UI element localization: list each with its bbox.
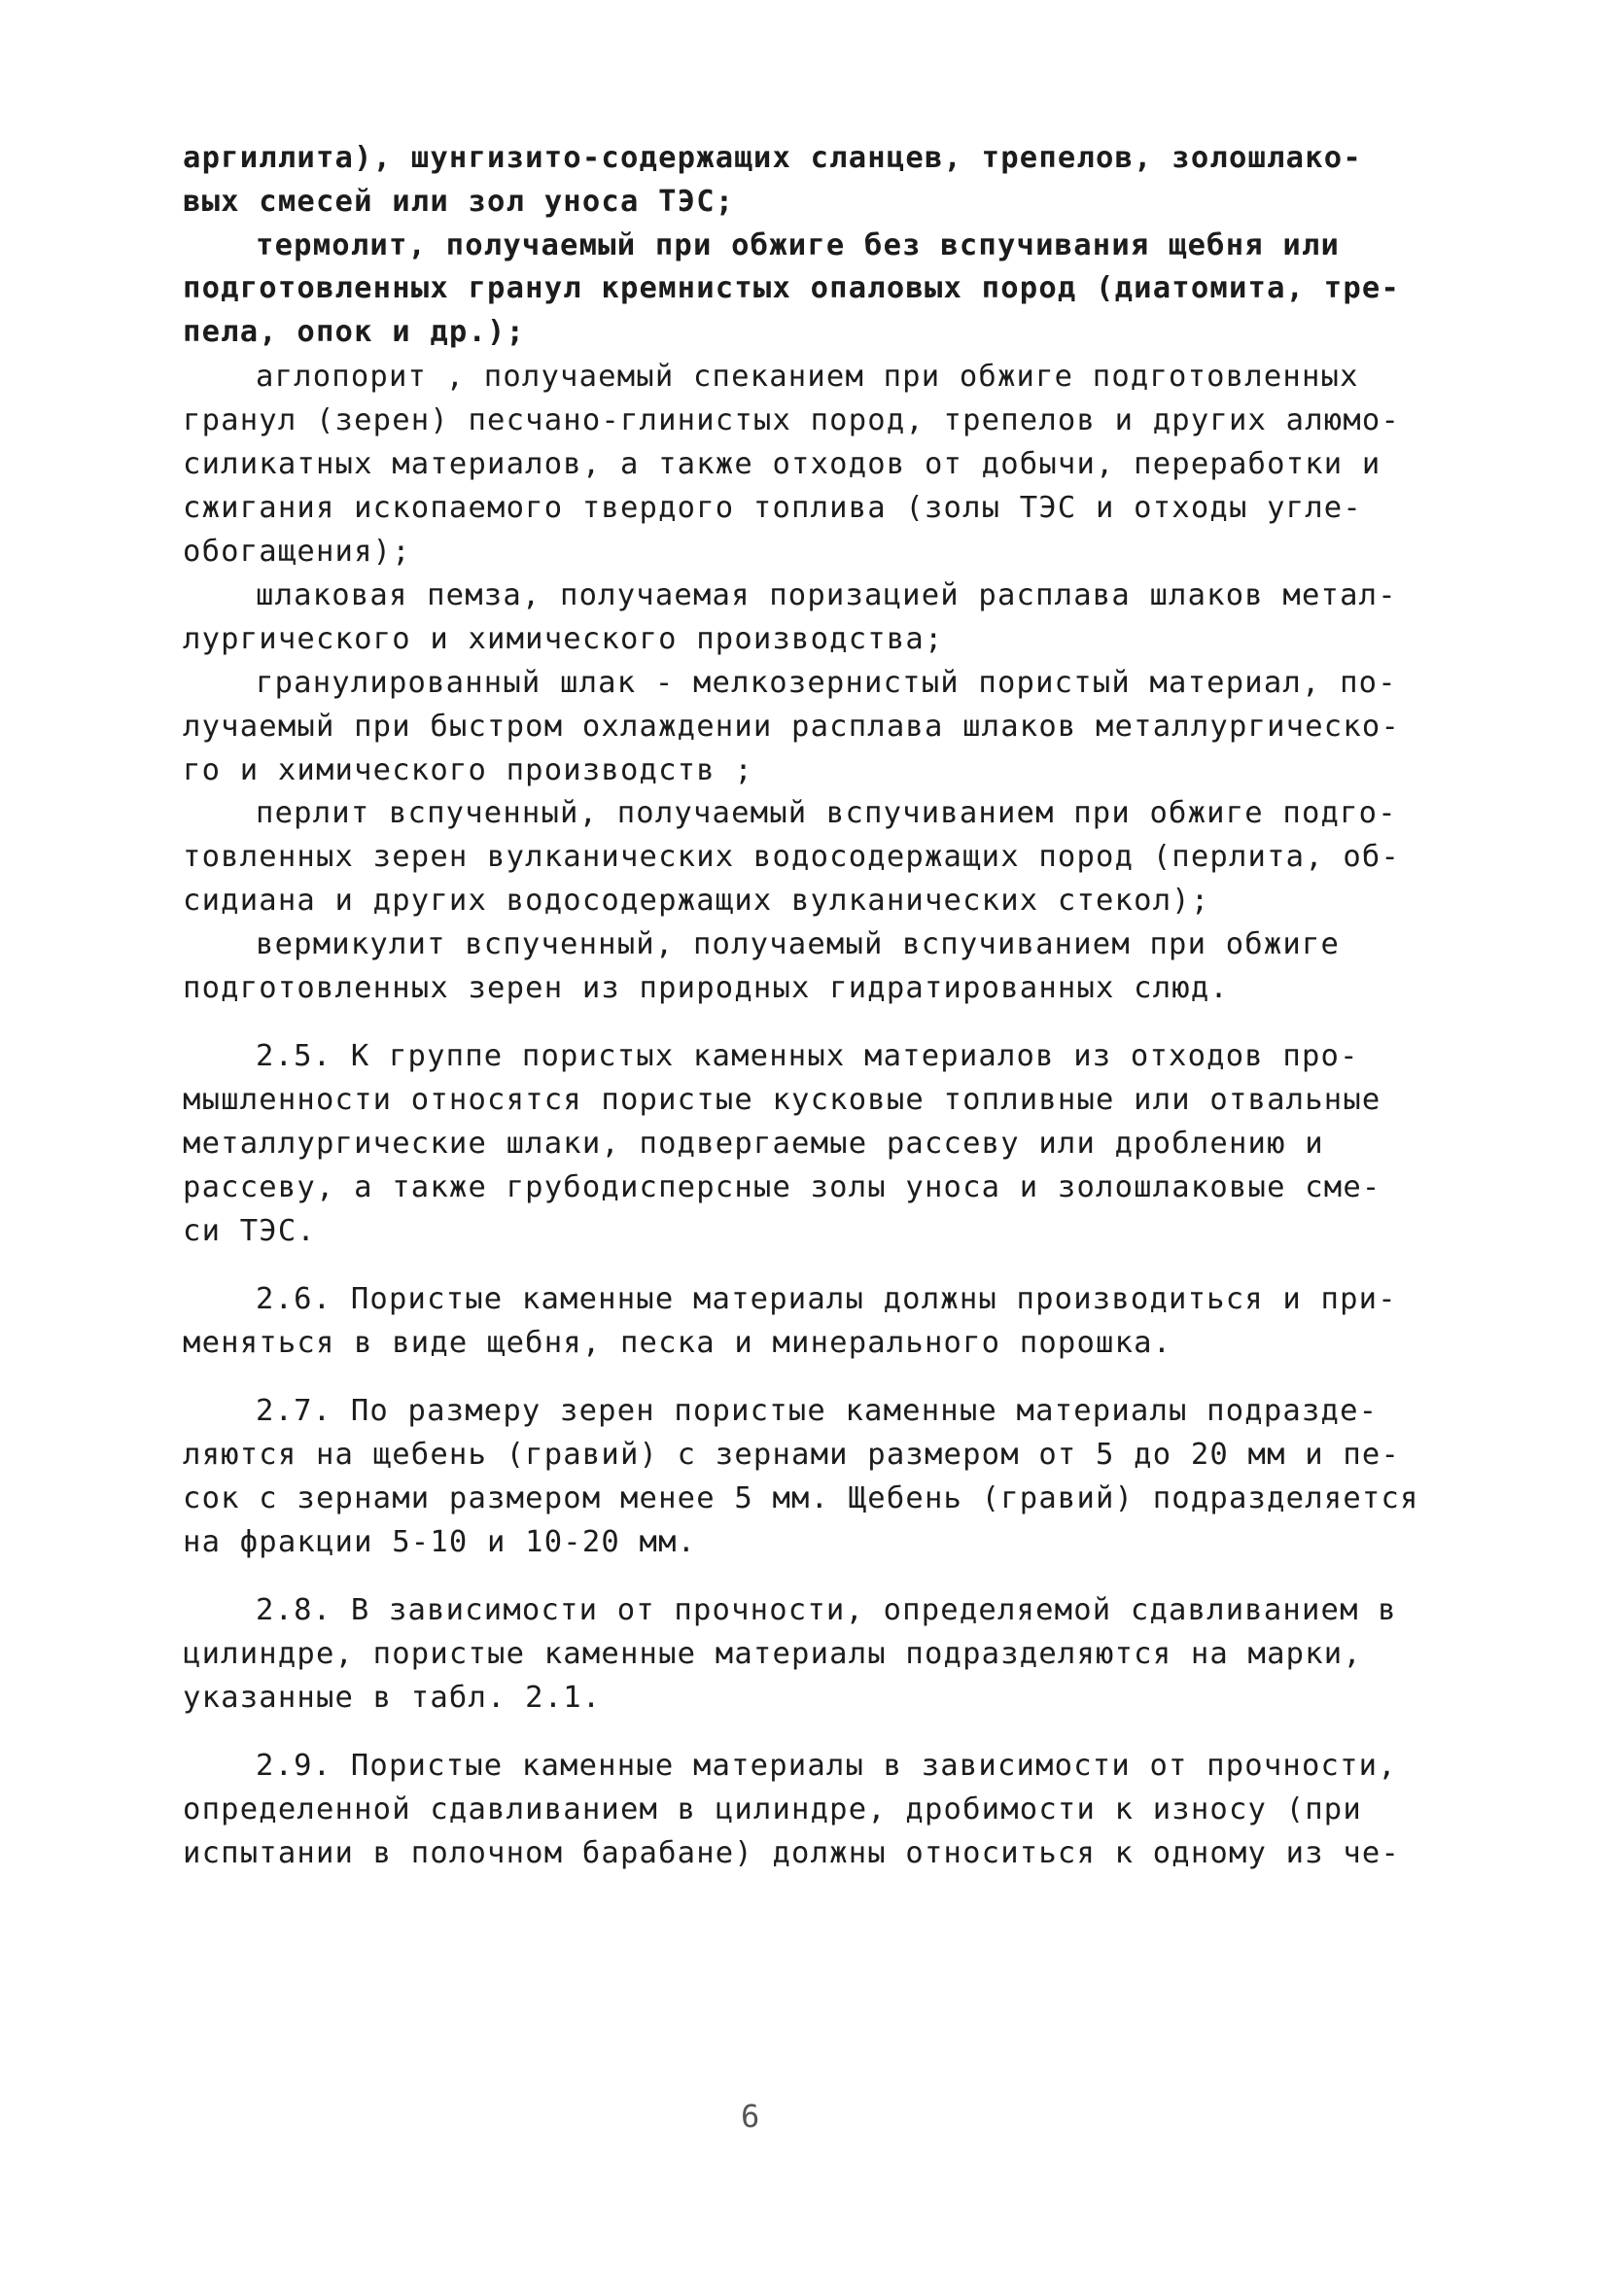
text-line: си ТЭС. bbox=[183, 1214, 316, 1248]
text-line: металлургические шлаки, подвергаемые рассеву или дроблению и bbox=[183, 1127, 1324, 1161]
text-line: подготовленных гранул кремнистых опаловых пород (диатомита, тре- bbox=[183, 271, 1401, 305]
text-line: 2.9. Пористые каменные материалы в зависимости от прочности, bbox=[256, 1749, 1397, 1783]
text-line: сидиана и других водосодержащих вулканических стекол); bbox=[183, 884, 1210, 918]
text-line: перлит вспученный, получаемый вспучиванием при обжиге подго- bbox=[256, 796, 1397, 830]
text-line: пела, опок и др.); bbox=[183, 315, 526, 349]
text-line: сжигания ископаемого твердого топлива (золы ТЭС и отходы угле- bbox=[183, 491, 1362, 525]
text-line: товленных зерен вулканических водосодержащих пород (перлита, об- bbox=[183, 840, 1401, 874]
text-line: го и химического производств ; bbox=[183, 753, 753, 787]
text-line: гранулированный шлак - мелкозернистый пористый материал, по- bbox=[256, 666, 1397, 700]
text-line: ляются на щебень (гравий) с зернами размером от 5 до 20 мм и пе- bbox=[183, 1438, 1401, 1472]
text-line: испытании в полочном барабане) должны относиться к одному из че- bbox=[183, 1836, 1401, 1870]
text-line: подготовленных зерен из природных гидратированных слюд. bbox=[183, 971, 1229, 1005]
text-line: обогащения); bbox=[183, 535, 411, 569]
text-line: аглопорит , получаемый спеканием при обжиге подготовленных bbox=[256, 360, 1359, 394]
text-line: 2.8. В зависимости от прочности, определяемой сдавливанием в bbox=[256, 1593, 1397, 1627]
text-line: термолит, получаемый при обжиге без вспучивания щебня или bbox=[256, 228, 1341, 262]
text-line: 2.6. Пористые каменные материалы должны производиться и при- bbox=[256, 1282, 1397, 1316]
text-line: шлаковая пемза, получаемая поризацией расплава шлаков метал- bbox=[256, 578, 1397, 612]
page-number: 6 bbox=[741, 2098, 760, 2135]
text-line: мышленности относятся пористые кусковые топливные или отвальные bbox=[183, 1083, 1381, 1117]
text-line: меняться в виде щебня, песка и минерального порошка. bbox=[183, 1326, 1172, 1360]
text-line: на фракции 5-10 и 10-20 мм. bbox=[183, 1525, 697, 1559]
text-line: 2.5. К группе пористых каменных материалов из отходов про- bbox=[256, 1039, 1359, 1073]
text-line: цилиндре, пористые каменные материалы подразделяются на марки, bbox=[183, 1637, 1362, 1671]
text-line: лучаемый при быстром охлаждении расплава шлаков металлургическо- bbox=[183, 710, 1401, 744]
text-line: указанные в табл. 2.1. bbox=[183, 1681, 602, 1715]
text-line: определенной сдавливанием в цилиндре, дробимости к износу (при bbox=[183, 1792, 1362, 1826]
text-line: 2.7. По размеру зерен пористые каменные материалы подразде- bbox=[256, 1394, 1379, 1428]
text-line: вермикулит вспученный, получаемый вспучиванием при обжиге bbox=[256, 927, 1341, 961]
text-line: лургического и химического производства; bbox=[183, 622, 944, 656]
text-line: силикатных материалов, а также отходов от добычи, переработки и bbox=[183, 447, 1381, 481]
text-line: сок с зернами размером менее 5 мм. Щебень (гравий) подразделяется bbox=[183, 1481, 1419, 1515]
text-line: рассеву, а также грубодисперсные золы уноса и золошлаковые сме- bbox=[183, 1170, 1381, 1204]
text-line: аргиллита), шунгизито-содержащих сланцев, трепелов, золошлако- bbox=[183, 141, 1362, 175]
text-line: вых смесей или зол уноса ТЭС; bbox=[183, 185, 735, 219]
text-line: гранул (зерен) песчано-глинистых пород, трепелов и других алюмо- bbox=[183, 403, 1401, 437]
